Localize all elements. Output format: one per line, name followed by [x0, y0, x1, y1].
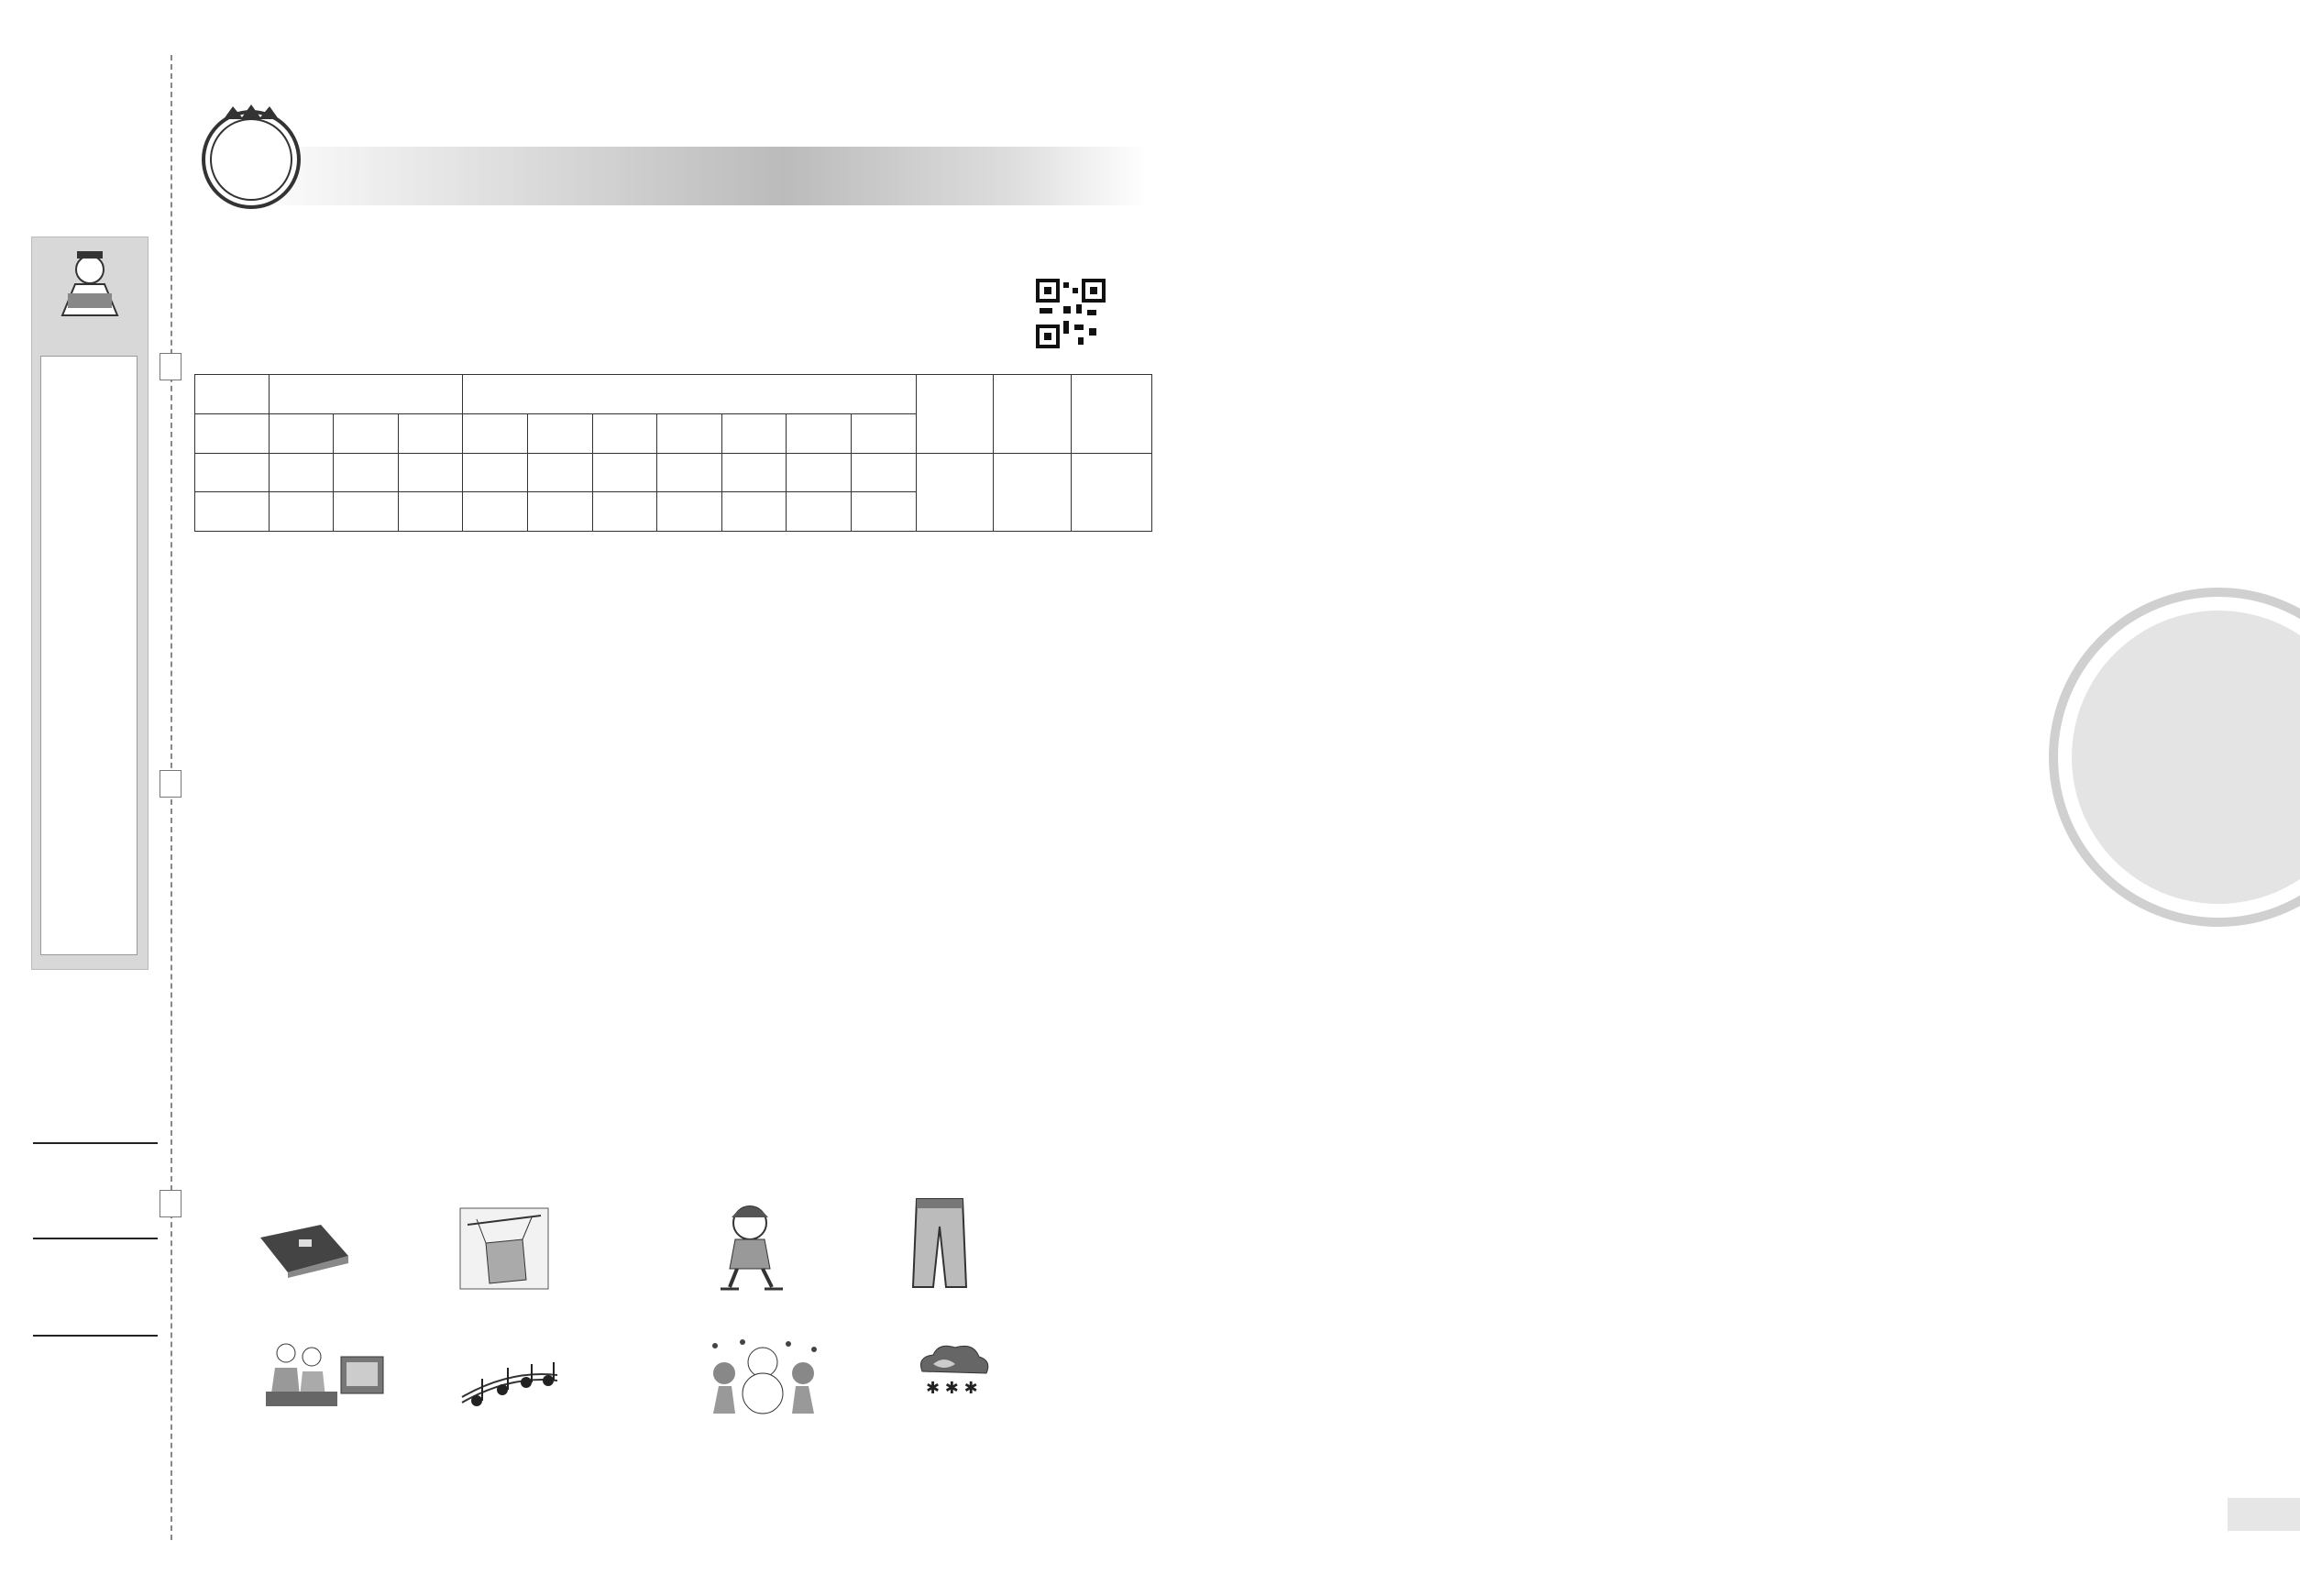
score-cell[interactable]	[657, 453, 722, 492]
header-written	[463, 375, 916, 414]
col-num	[334, 413, 399, 453]
row-label-number	[195, 413, 270, 453]
school-field[interactable]	[33, 1335, 158, 1337]
col-num	[592, 413, 657, 453]
picture-snow-cloud-icon	[913, 1340, 992, 1404]
col-num	[398, 413, 463, 453]
binding-seal-3	[160, 1190, 182, 1217]
row-label-score	[195, 453, 270, 492]
brand-logo	[196, 103, 306, 213]
neatness-score-cell[interactable]	[994, 453, 1072, 532]
marker-cell[interactable]	[334, 492, 399, 532]
score-cell[interactable]	[592, 453, 657, 492]
col-num	[657, 413, 722, 453]
score-cell[interactable]	[787, 453, 852, 492]
score-cell[interactable]	[528, 453, 593, 492]
score-cell[interactable]	[721, 453, 787, 492]
score-cell[interactable]	[398, 453, 463, 492]
col-num	[787, 413, 852, 453]
col-num	[528, 413, 593, 453]
class-field[interactable]	[33, 1238, 158, 1239]
corner-band	[2228, 1498, 2300, 1531]
qr-code-icon[interactable]	[1036, 279, 1106, 348]
col-num	[721, 413, 787, 453]
picture-skater-icon	[711, 1199, 788, 1291]
name-field[interactable]	[33, 1142, 158, 1144]
row-label-marker	[195, 492, 270, 532]
sage-illustration	[44, 246, 136, 317]
score-cell[interactable]	[269, 453, 334, 492]
picture-line-clothes-icon	[458, 1206, 550, 1291]
picture-book-icon	[257, 1219, 352, 1278]
binding-seal-2	[160, 770, 182, 798]
row-label-type	[195, 375, 270, 414]
picture-trousers-icon	[911, 1195, 968, 1291]
title-band	[238, 147, 1146, 205]
confidential-stamp	[2035, 574, 2300, 941]
marker-cell[interactable]	[269, 492, 334, 532]
svg-text:✱ ✱ ✱: ✱ ✱ ✱	[926, 1379, 978, 1398]
marker-cell[interactable]	[528, 492, 593, 532]
total-score-cell[interactable]	[1072, 453, 1152, 532]
picture-snowman-icon	[706, 1337, 821, 1415]
motto-box	[40, 356, 138, 955]
marker-cell[interactable]	[657, 492, 722, 532]
knowledge-score-cell[interactable]	[916, 453, 994, 532]
binding-seal-1	[160, 353, 182, 380]
col-num	[269, 413, 334, 453]
binding-dashed-line	[171, 55, 172, 1540]
header-neatness	[994, 375, 1072, 454]
col-num	[852, 413, 917, 453]
score-table	[194, 374, 1152, 532]
marker-cell[interactable]	[852, 492, 917, 532]
header-total	[1072, 375, 1152, 454]
header-listening	[269, 375, 463, 414]
marker-cell[interactable]	[787, 492, 852, 532]
col-num	[463, 413, 528, 453]
picture-family-tv-icon	[264, 1337, 387, 1410]
score-cell[interactable]	[852, 453, 917, 492]
marker-cell[interactable]	[398, 492, 463, 532]
header-knowledge	[916, 375, 994, 454]
score-cell[interactable]	[334, 453, 399, 492]
marker-cell[interactable]	[463, 492, 528, 532]
score-cell[interactable]	[463, 453, 528, 492]
picture-music-notes-icon	[458, 1360, 561, 1412]
marker-cell[interactable]	[721, 492, 787, 532]
marker-cell[interactable]	[592, 492, 657, 532]
